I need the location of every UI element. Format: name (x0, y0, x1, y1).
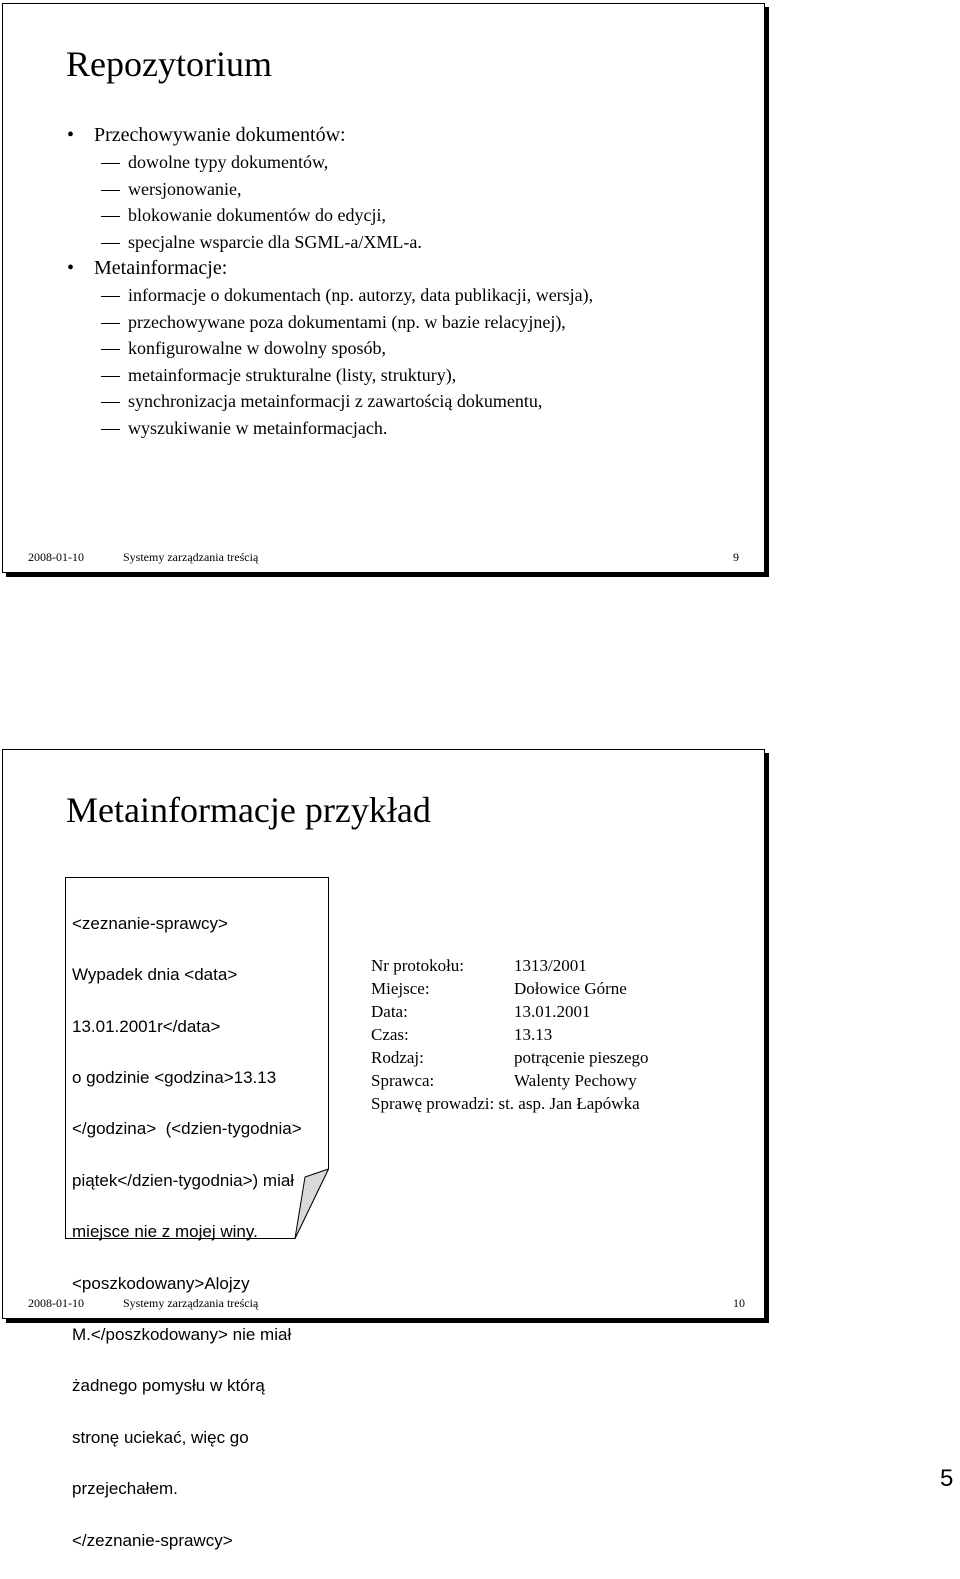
footer-date: 2008-01-10 (28, 1296, 84, 1310)
slide-title: Metainformacje przykład (66, 790, 431, 830)
sub-bullet-item: specjalne wsparcie dla SGML-a/XML-a. (3, 229, 764, 256)
document-line: przejechałem. (72, 1479, 178, 1499)
slide-number: 9 (733, 550, 739, 564)
protocol-label: Czas: (371, 1025, 409, 1044)
document-line: M.</poszkodowany> nie miał (72, 1324, 292, 1344)
page-number: 5 (940, 1465, 954, 1492)
sub-bullet-item: konfigurowalne w dowolny sposób, (3, 335, 764, 362)
slide-title: Repozytorium (66, 44, 272, 84)
protocol-label: Sprawę prowadzi: (371, 1094, 495, 1113)
sub-bullet-item: metainformacje strukturalne (listy, struktury), (3, 362, 764, 389)
protocol-value: st. asp. Jan Łapówka (498, 1094, 640, 1113)
footer-date: 2008-01-10 (28, 550, 84, 564)
sub-bullet-item: informacje o dokumentach (np. autorzy, data publikacji, wersja), (3, 282, 764, 309)
slide-number: 10 (733, 1296, 745, 1310)
protocol-label: Rodzaj: (371, 1048, 424, 1067)
sub-bullet-item: wersjonowanie, (3, 176, 764, 203)
protocol-value: 1313/2001 (514, 956, 587, 975)
sub-bullet-item: blokowanie dokumentów do edycji, (3, 202, 764, 229)
document-line: </zeznanie-sprawcy> (72, 1530, 233, 1550)
sub-bullet-item: wyszukiwanie w metainformacjach. (3, 415, 764, 442)
protocol-value: 13.13 (514, 1025, 553, 1044)
bullet-list (3, 122, 764, 441)
protocol-row (371, 1023, 640, 1046)
slide-metainformacje-przyklad (2, 749, 765, 1550)
document-text (72, 885, 322, 1579)
protocol-table (371, 954, 649, 1115)
protocol-row (371, 1000, 640, 1023)
protocol-row (371, 1092, 640, 1115)
document-line: stronę uciekać, więc go (72, 1427, 249, 1447)
protocol-row (371, 954, 640, 977)
protocol-label: Miejsce: (371, 979, 430, 998)
footer-title: Systemy zarządzania treścią (123, 1296, 259, 1310)
slide-footer (3, 1295, 764, 1311)
document-line: 13.01.2001r</data> (72, 1016, 221, 1036)
document-line: <zeznanie-sprawcy> (72, 913, 228, 933)
document-line: o godzinie <godzina>13.13 (72, 1067, 277, 1087)
slide-repozytorium (2, 3, 765, 573)
protocol-value: 13.01.2001 (514, 1002, 591, 1021)
bullet-item: • Przechowywanie dokumentów: (3, 122, 764, 149)
document-line: żadnego pomysłu w którą (72, 1376, 265, 1396)
protocol-value: Walenty Pechowy (514, 1071, 637, 1090)
bullet-item: • Metainformacje: (3, 255, 764, 282)
protocol-value: potrącenie pieszego (514, 1048, 649, 1067)
document-line: Wypadek dnia <data> (72, 965, 238, 985)
protocol-label: Sprawca: (371, 1071, 435, 1090)
slide-footer (3, 549, 764, 565)
document-line: <poszkodowany>Alojzy (72, 1273, 250, 1293)
document-line: miejsce nie z mojej winy. (72, 1222, 258, 1242)
protocol-label: Nr protokołu: (371, 956, 465, 975)
sub-bullet-item: dowolne typy dokumentów, (3, 149, 764, 176)
sub-bullet-item: przechowywane poza dokumentami (np. w bazie relacyjnej), (3, 309, 764, 336)
document-line: </godzina> (<dzien-tygodnia> (72, 1119, 302, 1139)
protocol-row (371, 977, 640, 1000)
protocol-value: Dołowice Górne (514, 979, 627, 998)
sub-bullet-item: synchronizacja metainformacji z zawartością dokumentu, (3, 388, 764, 415)
protocol-label: Data: (371, 1002, 408, 1021)
footer-title: Systemy zarządzania treścią (123, 550, 259, 564)
protocol-row (371, 1046, 649, 1069)
protocol-row (371, 1069, 640, 1092)
document-line: piątek</dzien-tygodnia>) miał (72, 1170, 295, 1190)
